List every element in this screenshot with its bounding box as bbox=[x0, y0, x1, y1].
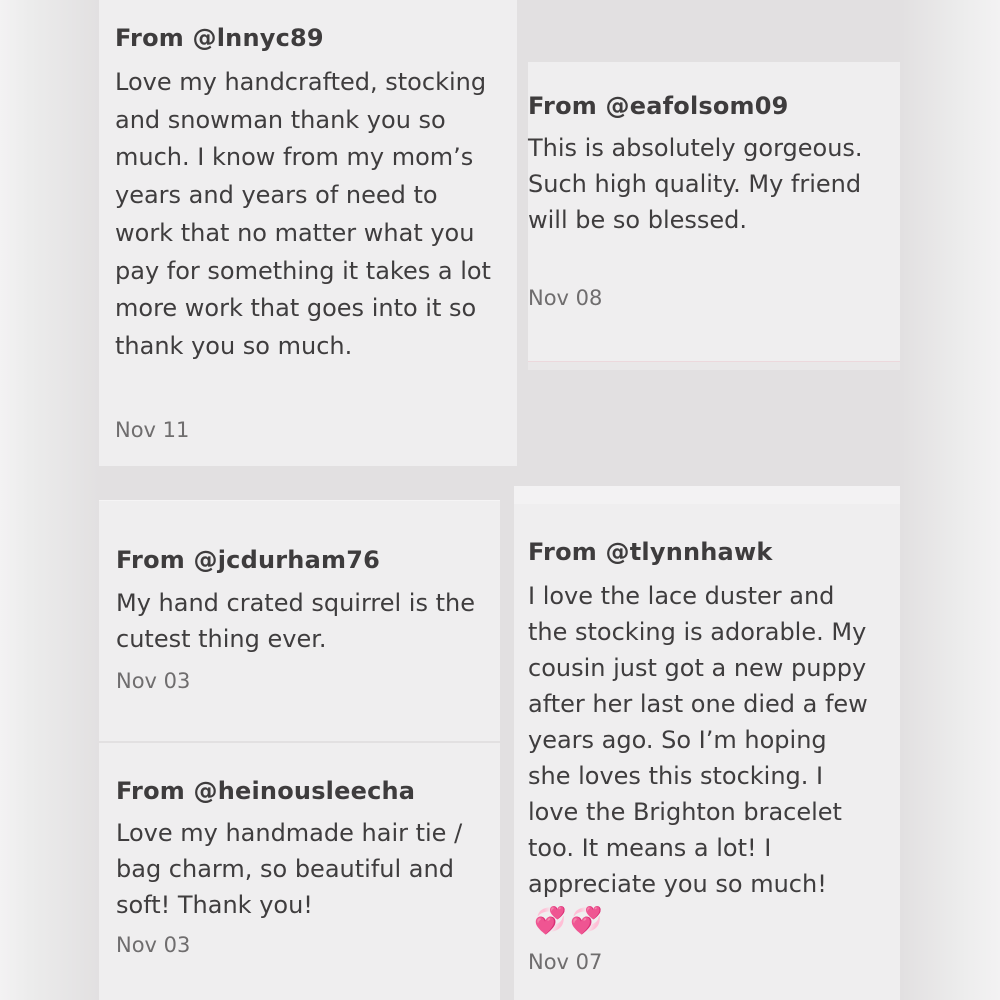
review-text: Love my handcrafted, stocking and snowman thank you so much. I know from my mom’s years and years of need to work that no matter what you pay for something it takes a lot more work that goes into it so thank you so much. bbox=[115, 68, 491, 360]
review-author: From @lnnyc89 bbox=[115, 24, 324, 52]
review-date: Nov 08 bbox=[528, 286, 603, 310]
review-text: Love my handmade hair tie / bag charm, so beautiful and soft! Thank you! bbox=[116, 819, 463, 919]
review-card-lnnyc89 bbox=[99, 0, 517, 466]
review-card-jcdurham76 bbox=[99, 500, 500, 742]
review-date: Nov 11 bbox=[115, 418, 190, 442]
two-hearts-icon: 💞💞 bbox=[534, 906, 607, 936]
review-author: From @tlynnhawk bbox=[528, 538, 773, 566]
review-text bbox=[528, 578, 873, 939]
review-date: Nov 07 bbox=[528, 950, 603, 974]
review-date: Nov 03 bbox=[116, 933, 191, 957]
review-text-content: I love the lace duster and the stocking is adorable. My cousin just got a new puppy after her last one died a few years ago. So I’m hoping she loves this stocking. I love the Brighton bracelet too. It means a lot! I appreciate you so much! bbox=[528, 582, 868, 898]
review-card-eafolsom09 bbox=[528, 62, 900, 362]
review-author: From @jcdurham76 bbox=[116, 546, 380, 574]
review-author: From @eafolsom09 bbox=[528, 92, 789, 120]
review-card-tlynnhawk bbox=[514, 486, 900, 1000]
review-date: Nov 03 bbox=[116, 669, 191, 693]
card-divider-strip bbox=[528, 362, 900, 370]
review-card-heinousleecha bbox=[99, 743, 500, 1000]
review-author: From @heinousleecha bbox=[116, 777, 416, 805]
review-text: My hand crated squirrel is the cutest thing ever. bbox=[116, 589, 475, 653]
review-text: This is absolutely gorgeous. Such high quality. My friend will be so blessed. bbox=[528, 134, 863, 234]
